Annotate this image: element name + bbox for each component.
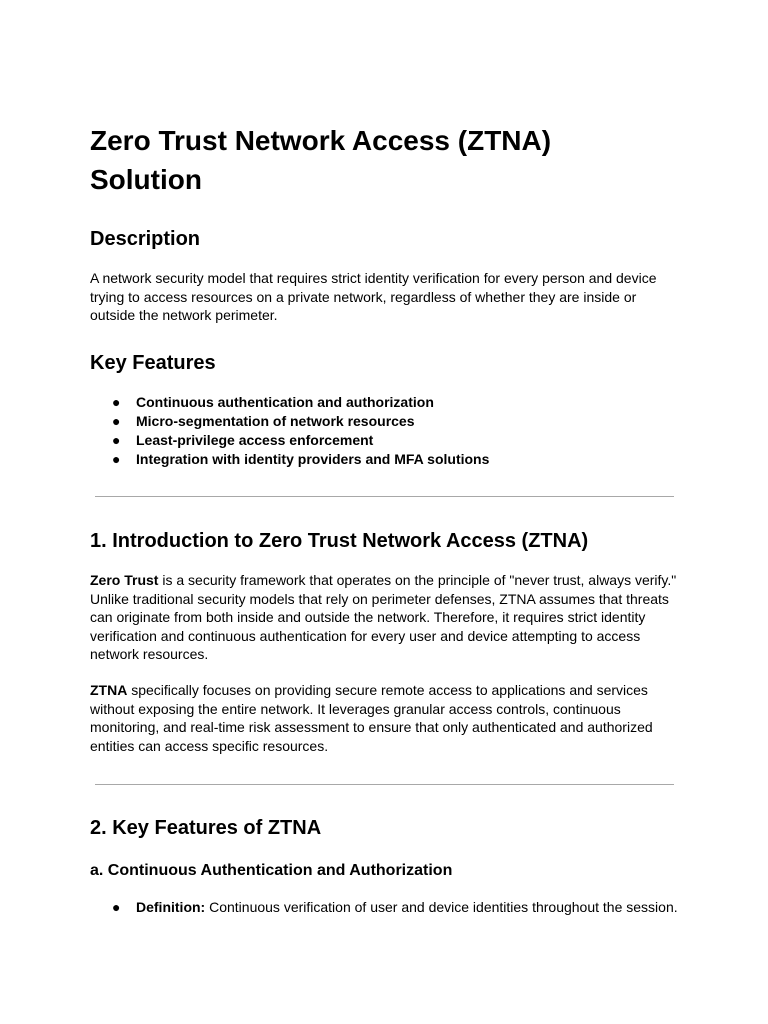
subsection-a-list	[90, 898, 682, 917]
bullet-icon: ●	[112, 451, 121, 467]
section2-heading: 2. Key Features of ZTNA	[90, 817, 322, 839]
section1-paragraph-2	[90, 681, 682, 755]
list-item-text: Micro-segmentation of network resources	[136, 413, 415, 429]
description-heading: Description	[90, 228, 201, 250]
bullet-icon: ●	[112, 394, 121, 410]
list-item	[90, 450, 682, 469]
bullet-icon: ●	[112, 899, 121, 915]
key-features-list	[90, 393, 682, 469]
document-title: Zero Trust Network Access (ZTNA) Solution	[90, 125, 552, 195]
section1-paragraph-2-text: specifically focuses on providing secure remote access to applications and services without exposing the entire network. It leverages granular access controls, continuous monitoring, and real-time risk assessment to ensure that only authenticated and authorized entities can access specific resources.	[90, 682, 653, 754]
term-ztna: ZTNA	[90, 682, 128, 698]
list-item	[90, 412, 682, 431]
section1-paragraph-1-text: is a security framework that operates on the principle of "never trust, always verify." Unlike traditional security models that rely on perimeter defenses, ZTNA assumes that threats can originate from both inside and outside the network. Therefore, it requires strict identity verification and continuous authentication for every user and device attempting to access network resources.	[90, 572, 677, 663]
list-item-text: Continuous authentication and authorization	[136, 394, 434, 410]
list-item	[90, 393, 682, 412]
list-item-text: Least-privilege access enforcement	[136, 432, 374, 448]
list-item	[90, 431, 682, 450]
section1-paragraph-1	[90, 571, 682, 664]
subsection-a-heading: a. Continuous Authentication and Authorization	[90, 862, 453, 879]
horizontal-divider	[95, 784, 674, 785]
horizontal-divider	[95, 496, 674, 497]
definition-text: Continuous verification of user and device identities throughout the session.	[205, 899, 678, 915]
section1-heading: 1. Introduction to Zero Trust Network Access (ZTNA)	[90, 530, 589, 552]
bullet-icon: ●	[112, 432, 121, 448]
term-zero-trust: Zero Trust	[90, 572, 159, 588]
list-item-text: Integration with identity providers and MFA solutions	[136, 451, 490, 467]
bullet-icon: ●	[112, 413, 121, 429]
list-item	[90, 898, 682, 917]
definition-label: Definition:	[136, 899, 206, 915]
description-text: A network security model that requires strict identity verification for every person and device trying to access resources on a private network, regardless of whether they are inside or outside the network perimeter.	[90, 270, 657, 324]
key-features-heading: Key Features	[90, 352, 216, 374]
